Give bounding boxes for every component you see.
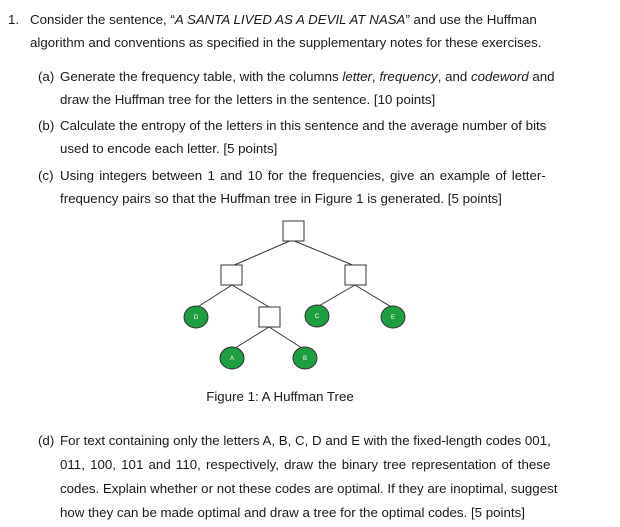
edge-root-right: [292, 240, 355, 266]
part-b-label: (b): [38, 118, 55, 133]
column-frequency: frequency: [379, 69, 438, 84]
leaf-label-b: B: [302, 356, 308, 362]
internal-nodes: [221, 221, 366, 327]
internal-node-left: [221, 265, 242, 285]
example-sentence: A SANTA LIVED AS A DEVIL AT NASA: [174, 12, 406, 27]
internal-node-root: [283, 221, 304, 241]
part-b-line2: used to encode each letter. [5 points]: [60, 141, 278, 156]
column-letter: letter: [342, 69, 372, 84]
part-a-label: (a): [38, 69, 55, 84]
part-d-line2: 011, 100, 101 and 110, respectively, draw the binary tree representation of these: [60, 457, 551, 472]
part-d-line1: For text containing only the letters A, B, C, D and E with the fixed-length codes 001,: [60, 433, 551, 448]
leaf-label-a: A: [229, 356, 235, 362]
part-d-line3: codes. Explain whether or not these codes are optimal. If they are inoptimal, suggest: [60, 481, 558, 496]
part-a-line2: draw the Huffman tree for the letters in the sentence. [10 points]: [60, 92, 436, 107]
part-a-line1: Generate the frequency table, with the columns letter, frequency, and codeword and: [60, 69, 555, 84]
part-b-line1: Calculate the entropy of the letters in this sentence and the average number of bits: [60, 118, 547, 133]
intro-part2: ” and use the Huffman: [405, 12, 537, 27]
leaf-label-d: D: [193, 315, 199, 321]
part-d-line4: how they can be made optimal and draw a tree for the optimal codes. [5 points]: [60, 505, 525, 520]
intro-part1: Consider the sentence, “: [30, 12, 175, 27]
internal-node-inner: [259, 307, 280, 327]
leaf-label-c: C: [314, 314, 320, 320]
part-c-line2: frequency pairs so that the Huffman tree in Figure 1 is generated. [5 points]: [60, 191, 502, 206]
leaf-nodes: [184, 305, 405, 369]
edge-inner-b: [269, 327, 305, 350]
tree-edges: [193, 240, 396, 350]
part-c-line1-text: Using integers between 1 and 10 for the frequencies, give an example of letter-: [60, 168, 546, 183]
edge-right-c: [317, 285, 355, 307]
internal-node-right: [345, 265, 366, 285]
edge-left-inner: [232, 285, 269, 307]
column-codeword: codeword: [471, 69, 529, 84]
edge-right-e: [355, 285, 393, 308]
part-c-label: (c): [38, 168, 54, 183]
question-intro-line2: algorithm and conventions as specified in the supplementary notes for these exercises.: [30, 35, 542, 50]
part-d-label: (d): [38, 433, 55, 448]
leaf-label-e: E: [390, 315, 396, 321]
figure-caption: Figure 1: A Huffman Tree: [206, 389, 354, 404]
edge-left-d: [196, 285, 232, 308]
question-number: 1.: [8, 12, 20, 27]
edge-inner-a: [232, 327, 269, 350]
edge-root-left: [232, 240, 292, 266]
